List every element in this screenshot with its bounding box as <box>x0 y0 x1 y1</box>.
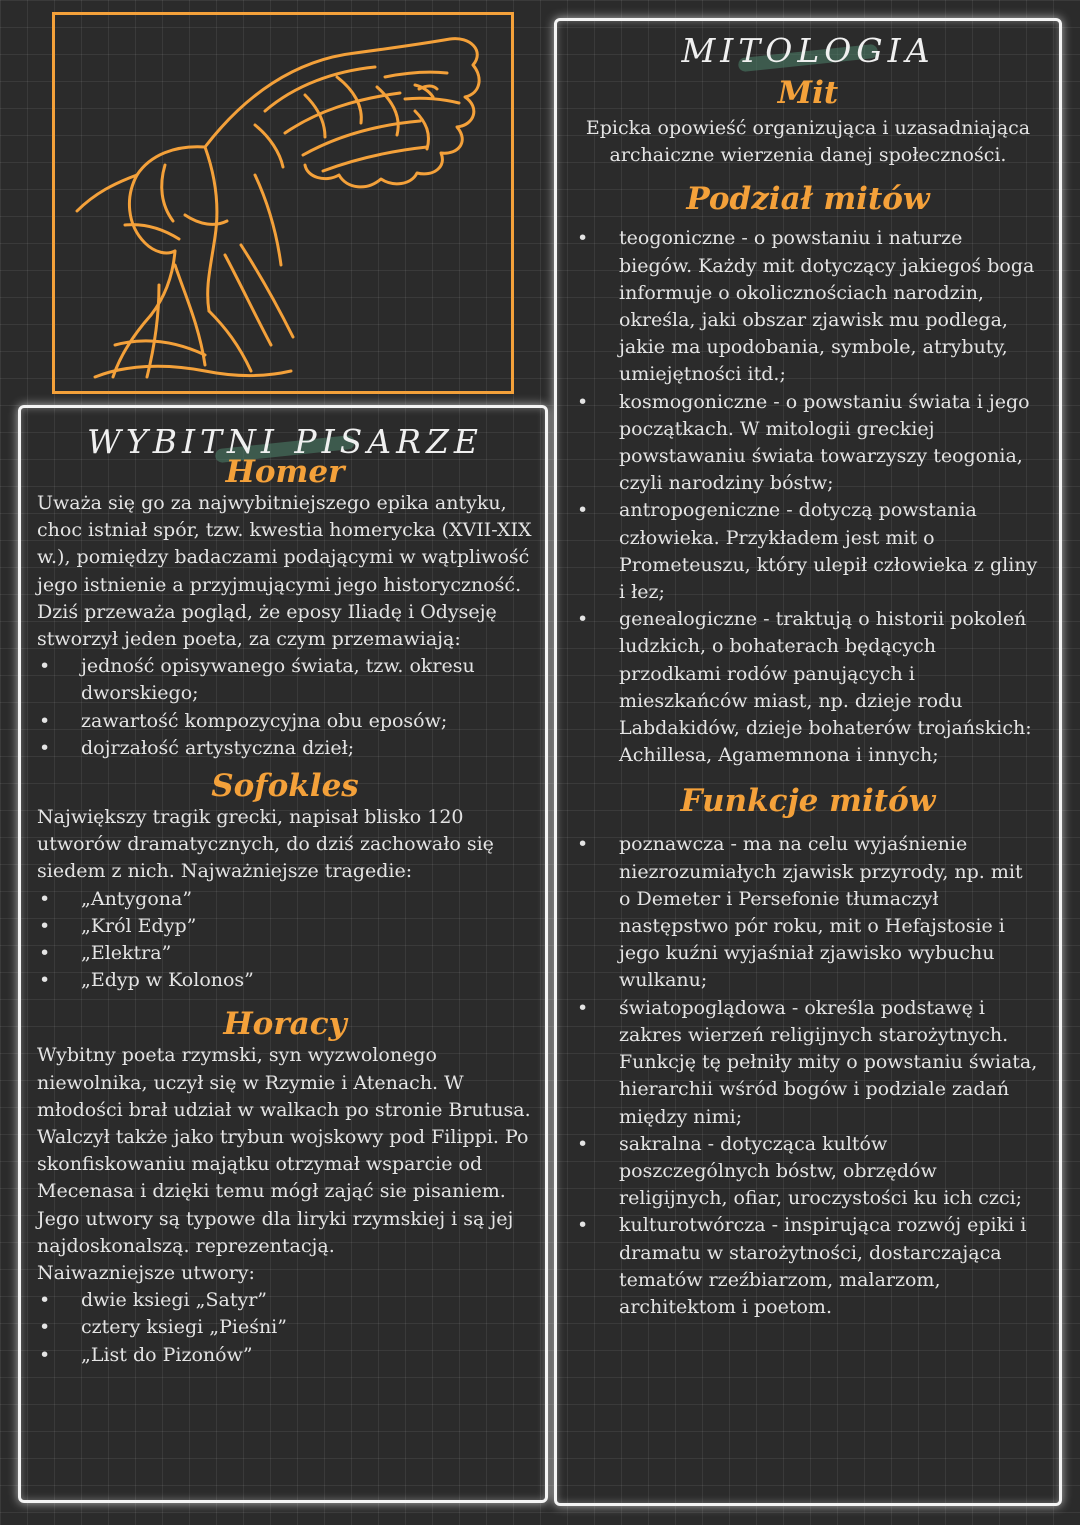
list-item: • antropogeniczne - dotyczą powstania człowieka. Przykładem jest mit o Prometeuszu, który ulepił człowieka z gliny i łez; <box>597 497 1039 606</box>
section-heading-horacy: Horacy <box>223 1006 347 1043</box>
list-item: • kosmogoniczne - o powstaniu świata i jego początkach. W mitologii greckiej powstawaniu świata towarzyszy teogonia, czyli narodziny bóstw; <box>597 389 1039 498</box>
list-item: • „Edyp w Kolonos” <box>37 967 533 994</box>
list-item: • „Elektra” <box>37 940 533 967</box>
panel-title: MITOLOGIA <box>577 31 1039 71</box>
mythology-panel <box>554 18 1062 1506</box>
mit-definition: Epicka opowieść organizująca i uzasadniająca archaiczne wierzenia danej społeczności. <box>585 117 1031 167</box>
statue-illustration-frame <box>52 12 514 394</box>
sofokles-paragraph: Największy tragik grecki, napisał blisko 120 utworów dramatycznych, do dziś zachowało się siedem z nich. Najważniejsze tragedie: <box>37 806 494 883</box>
myth-functions-list <box>597 831 1039 1321</box>
homer-paragraph-1: Uważa się go za najwybitniejszego epika antyku, choc istniał spór, tzw. kwestia homerycka (XVII-XIX w.), pomiędzy badaczami podającymi w wątpliwość jego istnienie a przyjmującymi jego historyczność. <box>37 492 532 596</box>
list-item: • światopoglądowa - określa podstawę i zakres wierzeń religijnych starożytnych. Funkcję tę pełniły mity o powstaniu świata, hierarchii wśród bogów i podziale zadań między nimi; <box>597 995 1039 1131</box>
horacy-works-label: Naiwazniejsze utwory: <box>37 1262 255 1285</box>
panel-title: WYBITNI PISARZE <box>37 422 533 462</box>
winged-victory-statue-icon <box>55 15 511 391</box>
section-heading-division: Podział mitów <box>686 181 930 218</box>
list-item: • kulturotwórcza - inspirująca rozwój epiki i dramatu w starożytności, dostarczająca tematów rzeźbiarzom, malarzom, architektom i poetom. <box>597 1212 1039 1321</box>
list-item: • sakralna - dotycząca kultów poszczególnych bóstw, obrzędów religijnych, ofiar, uroczystości ku ich czci; <box>597 1131 1039 1213</box>
list-item: • dwie ksiegi „Satyr” <box>37 1287 533 1314</box>
section-heading-functions: Funkcje mitów <box>680 783 936 820</box>
section-heading-sofokles: Sofokles <box>211 768 359 805</box>
list-item: • zawartość kompozycyjna obu eposów; <box>37 708 533 735</box>
horacy-paragraph: Wybitny poeta rzymski, syn wyzwolonego niewolnika, uczył się w Rzymie i Atenach. W młodości brał udział w walkach po stronie Brutusa. Walczył także jako trybun wojskowy pod Filippi. Po skonfiskowaniu majątku otrzymał wsparcie od Mecenasa i dzięki temu mógł zająć sie pisaniem. Jego utwory są typowe dla liryki rzymskiej i są jej najdoskonalszą. reprezentacją. <box>37 1044 531 1257</box>
section-heading-mit: Mit <box>777 75 839 111</box>
horacy-works-list <box>37 1287 533 1369</box>
list-item: • poznawcza - ma na celu wyjaśnienie niezrozumiałych zjawisk przyrody, np. mit o Demeter i Persefonie tłumaczył następstwo pór roku, mit o Hefajstosie i jego kuźni wyjaśniał zjawisko wybuchu wulkanu; <box>597 831 1039 994</box>
homer-arguments-list <box>37 653 533 762</box>
list-item: • jedność opisywanego świata, tzw. okresu dworskiego; <box>37 653 533 707</box>
list-item: • cztery ksiegi „Pieśni” <box>37 1314 533 1341</box>
myth-division-list <box>597 225 1039 769</box>
list-item: • „Król Edyp” <box>37 913 533 940</box>
list-item: • „List do Pizonów” <box>37 1342 533 1369</box>
notable-writers-panel <box>18 405 548 1503</box>
list-item: • genealogiczne - traktują o historii pokoleń ludzkich, o bohaterach będących przodkami rodów panujących i mieszkańców miast, np. dzieje rodu Labdakidów, dzieje bohaterów trojańskich: Achillesa, Agamemnona i innych; <box>597 606 1039 769</box>
list-item: • „Antygona” <box>37 886 533 913</box>
sofokles-tragedies-list <box>37 886 533 995</box>
list-item: • teogoniczne - o powstaniu i naturze biegów. Każdy mit dotyczący jakiegoś boga informuje o okolicznościach narodzin, określa, jaki obszar zjawisk mu podlega, jakie ma upodobania, symbole, atrybuty, umiejętności itd.; <box>597 225 1039 388</box>
section-heading-homer: Homer <box>225 454 345 490</box>
list-item: • dojrzałość artystyczna dzieł; <box>37 735 533 762</box>
homer-paragraph-2: Dziś przeważa pogląd, że eposy Iliadę i Odyseję stworzył jeden poeta, za czym przemawiają: <box>37 600 497 651</box>
